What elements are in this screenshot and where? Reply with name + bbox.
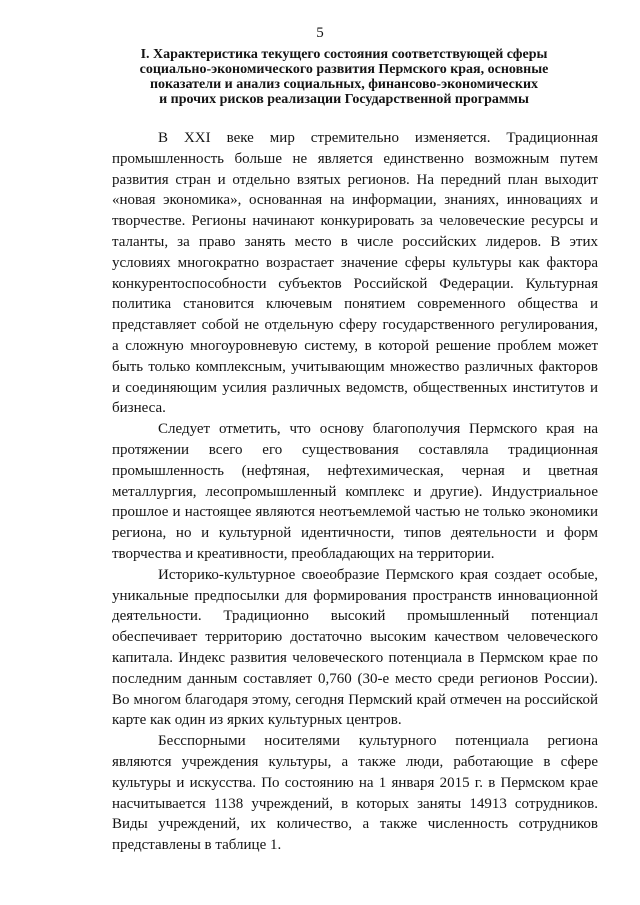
- page-number: 5: [316, 25, 324, 41]
- paragraph: Следует отметить, что основу благополучия Пермского края на протяжении всего его существования составляла традиционная промышленность (нефтяная, нефтехимическая, черная и цветная металлургия, лесопромышленный комплекс и другие). Индустриальное прошлое и настоящее являются неотъемлемой частью не только экономики региона, но и культурной идентичности, типов деятельности и форм творчества и креативности, преобладающих на территории.: [112, 421, 598, 562]
- paragraph: В XXI веке мир стремительно изменяется. Традиционная промышленность больше не является единственно возможным путем развития стран и отдельно взятых регионов. На передний план выходит «новая экономика», основанная на информации, знаниях, инновациях и творчестве. Регионы начинают конкурировать за человеческие ресурсы и таланты, за право занять место в числе российских лидеров. В этих условиях многократно возрастает значение сферы культуры как фактора конкурентоспособности субъектов Российской Федерации. Культурная политика становится ключевым понятием современного общества и представляет собой не отдельную сферу государственного регулирования, а сложную многоуровневую систему, в которой решение проблем может быть только комплексным, учитывающим множество различных факторов и соединяющим усилия различных ведомств, общественных институтов и бизнеса.: [112, 130, 598, 417]
- paragraph: Бесспорными носителями культурного потенциала региона являются учреждения культуры, а также люди, работающие в сфере культуры и искусства. По состоянию на 1 января 2015 г. в Пермском крае насчитывается 1138 учреждений, в которых заняты 14913 сотрудников. Виды учреждений, их количество, а также численность сотрудников представлены в таблице 1.: [112, 733, 598, 854]
- heading-line: и прочих рисков реализации Государственной программы: [159, 92, 529, 107]
- body-text: [112, 128, 598, 856]
- heading-line: I. Характеристика текущего состояния соответствующей сферы: [140, 47, 548, 62]
- section-heading: [96, 47, 592, 107]
- heading-line: социально-экономического развития Пермского края, основные: [139, 62, 549, 77]
- paragraph: Историко-культурное своеобразие Пермского края создает особые, уникальные предпосылки для формирования пространств инновационной деятельности. Традиционно высокий промышленный потенциал обеспечивает территорию достаточно высоким качеством человеческого капитала. Индекс развития человеческого потенциала в Пермском крае по последним данным составляет 0,760 (30-е место среди регионов России). Во многом благодаря этому, сегодня Пермский край отмечен на российской карте как один из ярких культурных центров.: [112, 566, 598, 729]
- heading-line: показатели и анализ социальных, финансово-экономических: [149, 77, 539, 92]
